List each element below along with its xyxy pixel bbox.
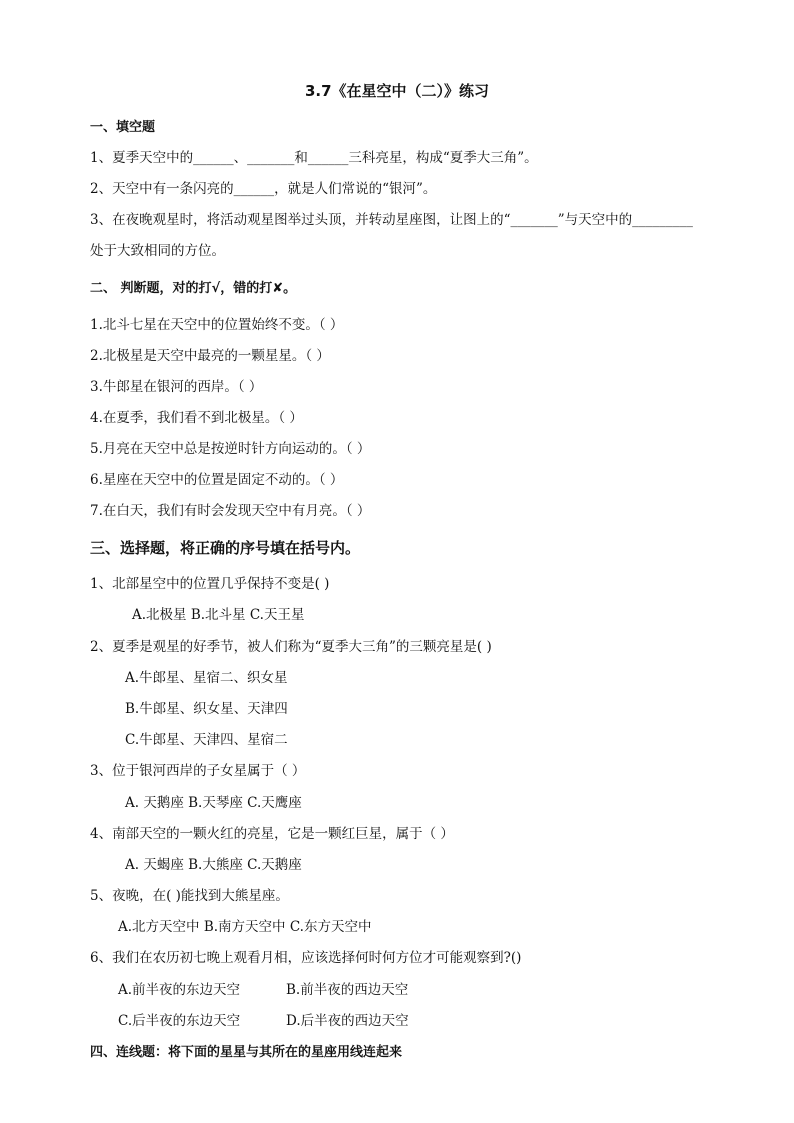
choice-1-options: A.北极星 B.北斗星 C.天王星 (132, 607, 305, 623)
judge-question-3: 3.牛郎星在银河的西岸。（ ） (90, 379, 263, 395)
choice-6-option-c: C.后半夜的东边天空 (118, 1013, 241, 1029)
section-choice-heading: 三、选择题，将正确的序号填在括号内。 (90, 539, 361, 557)
judge-question-2: 2.北极星是天空中最亮的一颗星星。（ ） (90, 348, 330, 364)
section-judge-heading: 二、 判断题，对的打√，错的打✘。 (90, 281, 297, 296)
judge-question-5: 5.月亮在天空中总是按逆时针方向运动的。（ ） (90, 441, 371, 457)
choice-3-options: A. 天鹅座 B.天琴座 C.天鹰座 (125, 795, 302, 811)
judge-question-1: 1.北斗七星在天空中的位置始终不变。（ ） (90, 317, 344, 333)
judge-question-7: 7.在白天，我们有时会发现天空中有月亮。（ ） (90, 503, 371, 519)
choice-5-options: A.北方天空中 B.南方天空中 C.东方天空中 (118, 919, 372, 935)
choice-question-2: 2、夏季是观星的好季节，被人们称为“夏季大三角”的三颗亮星是( ) (90, 639, 492, 655)
choice-question-1: 1、北部星空中的位置几乎保持不变是( ) (90, 576, 330, 592)
section-match-heading: 四、连线题：将下面的星星与其所在的星座用线连起来 (90, 1045, 403, 1060)
choice-question-5: 5、夜晚，在( )能找到大熊星座。 (90, 888, 289, 904)
fill-question-3-continued: 处于大致相同的方位。 (90, 243, 225, 259)
choice-6-option-b: B.前半夜的西边天空 (286, 982, 409, 998)
choice-2-option-c: C.牛郎星、天津四、星宿二 (125, 732, 288, 748)
choice-question-4: 4、南部天空的一颗火红的亮星，它是一颗红巨星，属于（ ） (90, 826, 454, 842)
choice-6-option-a: A.前半夜的东边天空 (118, 982, 241, 998)
choice-2-option-a: A.牛郎星、星宿二、织女星 (125, 670, 288, 686)
judge-question-4: 4.在夏季，我们看不到北极星。（ ） (90, 410, 303, 426)
choice-2-option-b: B.牛郎星、织女星、天津四 (125, 701, 288, 717)
choice-4-options: A. 天蝎座 B.大熊座 C.天鹅座 (125, 857, 302, 873)
fill-question-1: 1、夏季天空中的______、_______和______三科亮星，构成“夏季大三角”。 (90, 150, 538, 166)
judge-question-6: 6.星座在天空中的位置是固定不动的。（ ） (90, 472, 344, 488)
choice-question-6: 6、我们在农历初七晚上观看月相，应该选择何时何方位才可能观察到?() (90, 950, 522, 966)
choice-6-option-d: D.后半夜的西边天空 (286, 1013, 409, 1029)
choice-question-3: 3、位于银河西岸的子女星属于（ ） (90, 763, 306, 779)
section-fill-heading: 一、填空题 (90, 120, 156, 135)
fill-question-3: 3、在夜晚观星时，将活动观星图举过头顶，并转动星座图，让图上的“_______”与天空中的_________ (90, 212, 693, 228)
fill-question-2: 2、天空中有一条闪亮的______，就是人们常说的“银河”。 (90, 181, 437, 197)
page-title: 3.7《在星空中（二）》练习 (304, 82, 490, 100)
